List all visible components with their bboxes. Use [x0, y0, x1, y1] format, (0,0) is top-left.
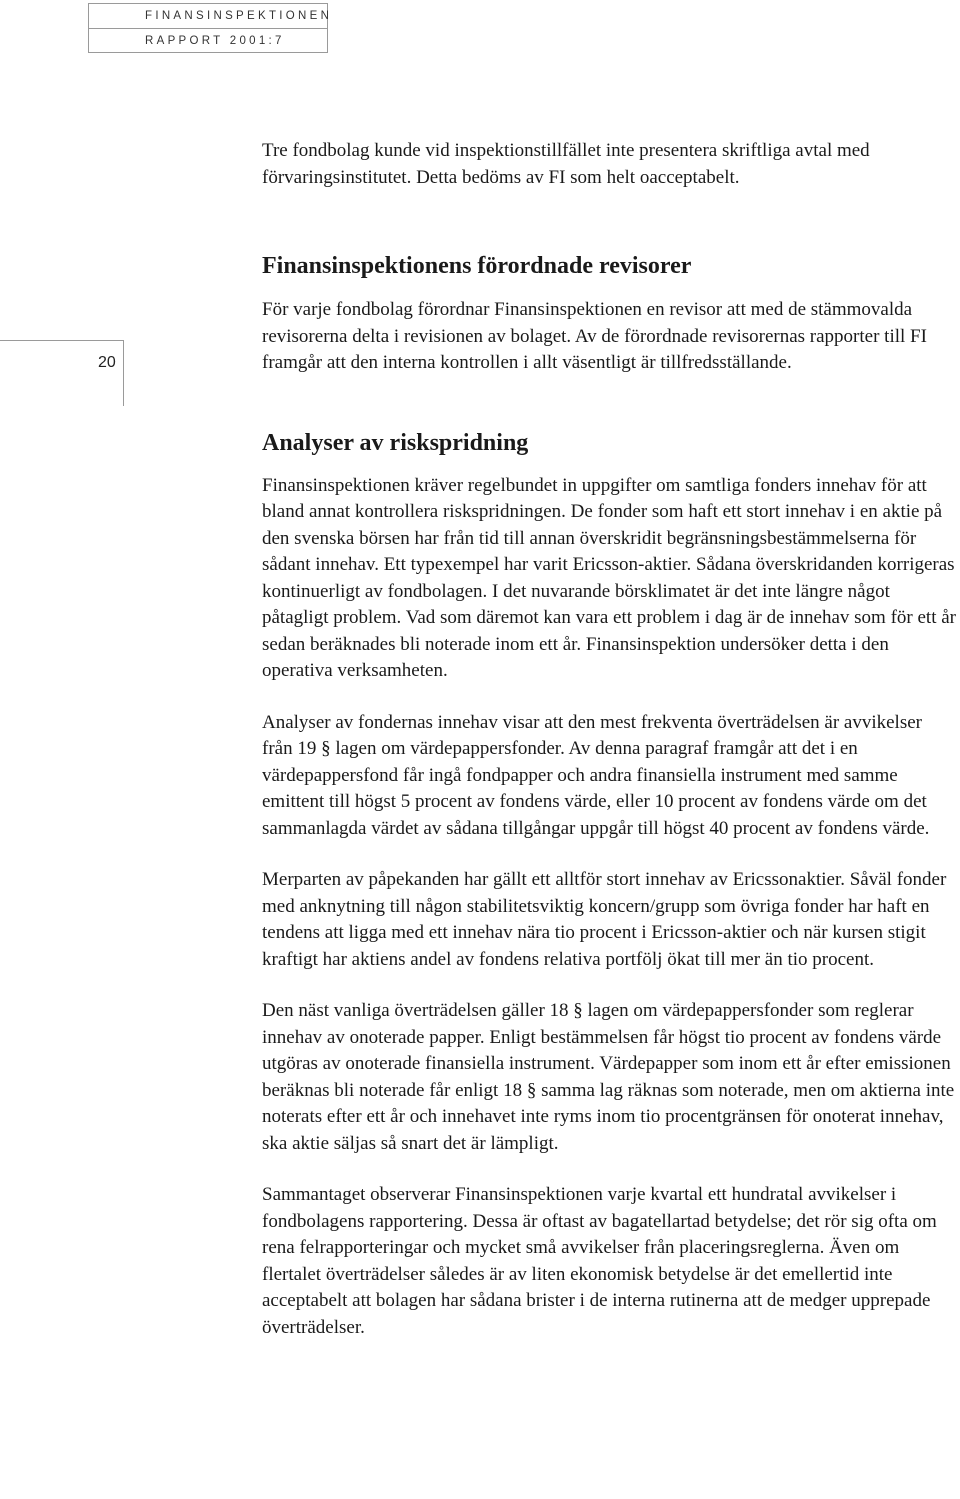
running-header — [88, 3, 333, 53]
paragraph-riskspridning-5: Sammantaget observerar Finansinspektionen varje kvartal ett hundratal avvikelser i fondbolagens rapportering. Dessa är oftast av bagatellartad betydelse; det rör sig ofta om rena felrapporteringar och mycket små avvikelser från placeringsreglerna. Även om flertalet överträdelser således är av liten ekonomisk betydelse är det emellertid inte acceptabelt att bolagen har sådana brister i de interna rutinerna att de medger upprepade överträdelser. — [262, 1184, 937, 1338]
main-content — [262, 138, 956, 1341]
paragraph-riskspridning-1: Finansinspektionen kräver regelbundet in uppgifter om samtliga fonders innehav för att bland annat kontrollera riskspridningen. De fonder som haft ett stort innehav i en aktie på den svenska börsen har från tid till annan överskridit begränsningsbestämmelserna för sådant innehav. Ett typexempel har varit Ericsson-aktier. Sådana överskridanden korrigeras kontinuerligt av fondbolagen. I det nuvarande börsklimatet är det inte längre något påtagligt problem. Vad som däremot kan vara ett problem i dag är de innehav som för ett år sedan beräknades bli noterade inom ett år. Finansinspektion undersöker detta i den operativa verksamheten. — [262, 474, 956, 681]
header-divider — [89, 28, 327, 29]
intro-paragraph: Tre fondbolag kunde vid inspektionstillfället inte presentera skriftliga avtal med förvaringsinstitutet. Detta bedöms av FI som helt oacceptabelt. — [262, 140, 870, 188]
paragraph-riskspridning-4: Den näst vanliga överträdelsen gäller 18 § lagen om värdepappersfonder som reglerar innehav av onoterade papper. Enligt bestämmelsen får högst tio procent av fondens värde utgöras av onoterade finansiella instrument. Värdepapper som inom ett år efter emissionen beräknas bli noterade får enligt 18 § samma lag räknas som noterade, men om aktierna inte noterats efter ett år och innehavet inte ryms inom tio procentgränsen för onoterat innehav, ska aktie säljas så snart det är lämpligt. — [262, 1000, 955, 1154]
paragraph-riskspridning-3: Merparten av påpekanden har gällt ett alltför stort innehav av Ericssonaktier. Såväl fonder med anknytning till någon stabilitetsviktig koncern/grupp som övriga fonder har haft en tendens att ligga med ett innehav nära tio procent i Ericsson-aktier och när kursen stigit kraftigt har aktiens andel av fondens relativa portfölj ökat till mer än tio procent. — [262, 869, 947, 970]
paragraph-riskspridning-2: Analyser av fondernas innehav visar att den mest frekventa överträdelsen är avvikelser från 19 § lagen om värdepappersfonder. Av denna paragraf framgår att det i en värdepappersfond får ingå fondpapper och andra finansiella instrument med samme emittent till högst 5 procent av fondens värde, eller 10 procent av fondens värde om det sammanlagda värdet av sådana tillgångar uppgår till högst 40 procent av fondens värde. — [262, 711, 930, 839]
page-number: 20 — [98, 354, 116, 371]
page-number-marker — [0, 340, 124, 406]
header-report-number: RAPPORT 2001:7 — [145, 35, 285, 47]
paragraph-revisorer: För varje fondbolag förordnar Finansinspektionen en revisor att med de stämmovalda revisorerna delta i revisionen av bolaget. Av de förordnade revisorernas rapporter till FI framgår att den interna kontrollen i allt väsentligt är tillfredsställande. — [262, 299, 927, 373]
header-organization: FINANSINSPEKTIONEN — [145, 10, 333, 22]
section-heading-revisorer: Finansinspektionens förordnade revisorer — [262, 253, 692, 279]
section-heading-riskspridning: Analyser av riskspridning — [262, 429, 529, 456]
